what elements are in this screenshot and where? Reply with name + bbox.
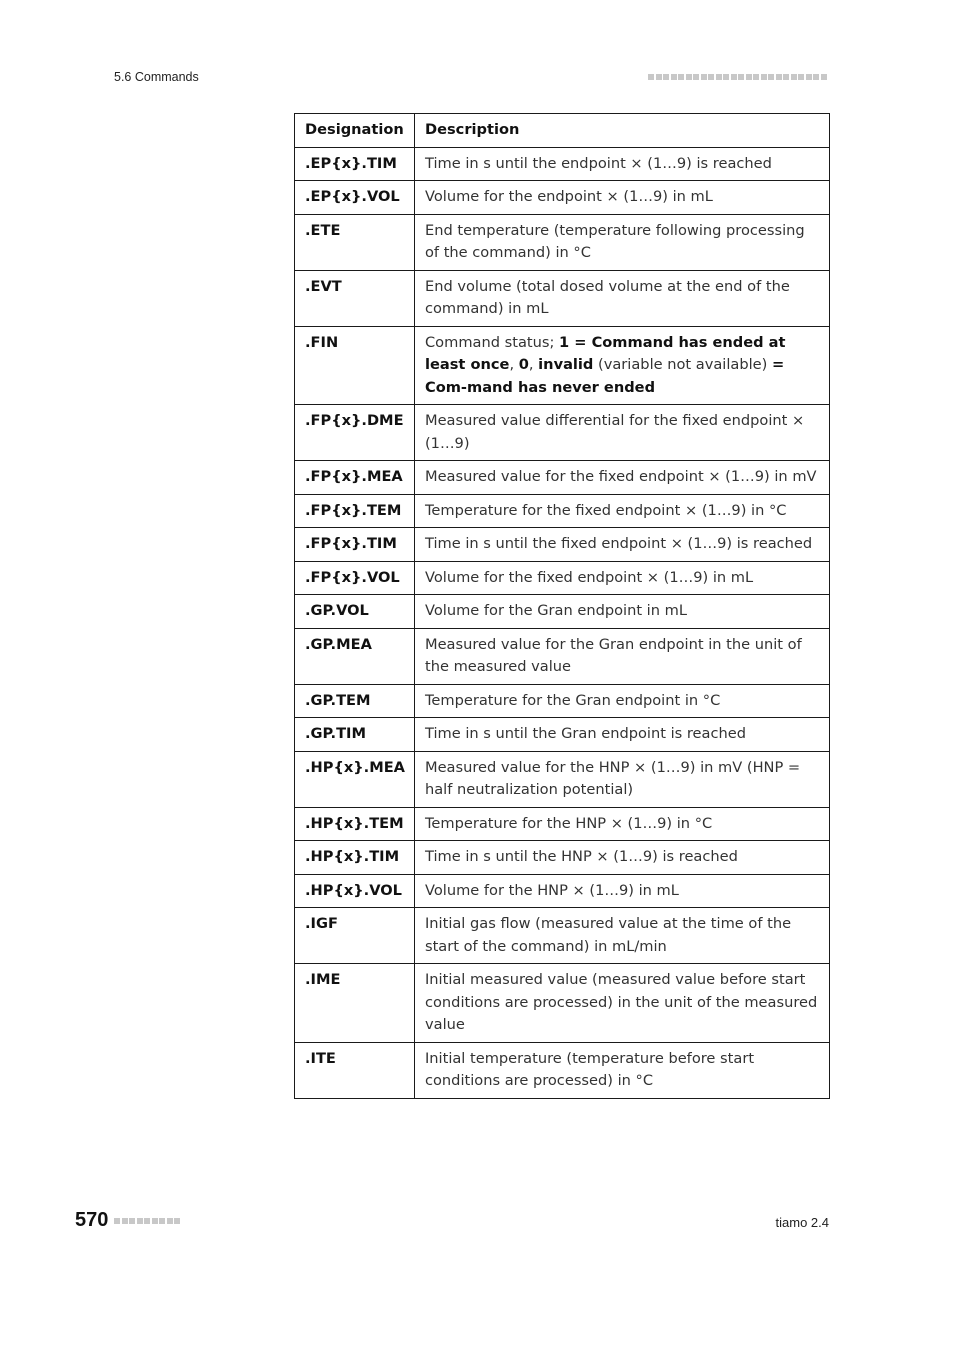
designation-cell: .GP.TEM (295, 684, 415, 718)
table-row (295, 874, 830, 908)
designation-cell: .GP.TIM (295, 718, 415, 752)
description-cell: Volume for the endpoint × (1…9) in mL (414, 181, 829, 215)
description-cell: Volume for the fixed endpoint × (1…9) in mL (414, 561, 829, 595)
decorative-square (663, 74, 669, 80)
description-cell: End temperature (temperature following processing of the command) in °C (414, 214, 829, 270)
decorative-square (678, 74, 684, 80)
designation-cell: .FP{x}.VOL (295, 561, 415, 595)
table-row (295, 494, 830, 528)
header-description: Description (414, 114, 829, 148)
decorative-square (783, 74, 789, 80)
description-cell: Volume for the HNP × (1…9) in mL (414, 874, 829, 908)
decorative-square (114, 1218, 120, 1224)
command-variables-table (294, 113, 830, 1099)
designation-cell: .FP{x}.DME (295, 405, 415, 461)
decorative-square (656, 74, 662, 80)
running-header-section: 5.6 Commands (114, 70, 199, 84)
designation-cell: .GP.MEA (295, 628, 415, 684)
designation-cell: .HP{x}.TEM (295, 807, 415, 841)
description-cell: Measured value differential for the fixed endpoint × (1…9) (414, 405, 829, 461)
decorative-square (746, 74, 752, 80)
designation-cell: .IME (295, 964, 415, 1043)
bold-fragment: 0 (518, 356, 529, 373)
designation-cell: .EVT (295, 270, 415, 326)
footer-decorative-dots (114, 1218, 180, 1224)
table-row (295, 214, 830, 270)
description-cell: Temperature for the fixed endpoint × (1…9) in °C (414, 494, 829, 528)
text-fragment: Command status; (424, 333, 560, 351)
designation-cell: .EP{x}.VOL (295, 181, 415, 215)
table-row (295, 684, 830, 718)
decorative-square (723, 74, 729, 80)
description-cell: Measured value for the Gran endpoint in the unit of the measured value (414, 628, 829, 684)
designation-cell: .FIN (295, 326, 415, 405)
table-row (295, 964, 830, 1043)
decorative-square (129, 1218, 135, 1224)
bold-fragment: = Com-mand has never ended (424, 356, 785, 396)
text-fragment: , (509, 356, 519, 373)
decorative-square (122, 1218, 128, 1224)
table-row (295, 405, 830, 461)
table-row (295, 628, 830, 684)
description-cell: Temperature for the Gran endpoint in °C (414, 684, 829, 718)
designation-cell: .EP{x}.TIM (295, 147, 415, 181)
decorative-square (671, 74, 677, 80)
decorative-square (686, 74, 692, 80)
decorative-square (738, 74, 744, 80)
description-cell: Time in s until the fixed endpoint × (1…9) is reached (414, 528, 829, 562)
designation-cell: .GP.VOL (295, 595, 415, 629)
decorative-square (806, 74, 812, 80)
header-decorative-dots (648, 74, 827, 80)
decorative-square (753, 74, 759, 80)
header-designation: Designation (295, 114, 415, 148)
decorative-square (776, 74, 782, 80)
description-cell: Volume for the Gran endpoint in mL (414, 595, 829, 629)
decorative-square (648, 74, 654, 80)
decorative-square (813, 74, 819, 80)
decorative-square (761, 74, 767, 80)
decorative-square (791, 74, 797, 80)
designation-cell: .ITE (295, 1042, 415, 1098)
decorative-square (693, 74, 699, 80)
decorative-square (174, 1218, 180, 1224)
decorative-square (167, 1218, 173, 1224)
table-row (295, 1042, 830, 1098)
decorative-square (798, 74, 804, 80)
description-cell: End volume (total dosed volume at the end of the command) in mL (414, 270, 829, 326)
table-row (295, 326, 830, 405)
table-row (295, 595, 830, 629)
designation-cell: .FP{x}.MEA (295, 461, 415, 495)
decorative-square (708, 74, 714, 80)
description-cell (414, 326, 829, 405)
table-row (295, 751, 830, 807)
designation-cell: .IGF (295, 908, 415, 964)
table-row (295, 841, 830, 875)
description-cell: Time in s until the endpoint × (1…9) is reached (414, 147, 829, 181)
description-cell: Measured value for the fixed endpoint × (1…9) in mV (414, 461, 829, 495)
table-row (295, 807, 830, 841)
table-row (295, 270, 830, 326)
text-fragment: (variable not available) (593, 356, 772, 373)
designation-cell: .HP{x}.VOL (295, 874, 415, 908)
decorative-square (716, 74, 722, 80)
table-row (295, 718, 830, 752)
table-row (295, 561, 830, 595)
designation-cell: .FP{x}.TEM (295, 494, 415, 528)
bold-fragment: 1 = Command has ended at least once (424, 333, 786, 373)
description-cell: Temperature for the HNP × (1…9) in °C (414, 807, 829, 841)
decorative-square (731, 74, 737, 80)
designation-cell: .HP{x}.MEA (295, 751, 415, 807)
table-row (295, 147, 830, 181)
description-cell: Initial gas flow (measured value at the time of the start of the command) in mL/min (414, 908, 829, 964)
table-header-row (295, 114, 830, 148)
description-cell: Initial temperature (temperature before start conditions are processed) in °C (414, 1042, 829, 1098)
table-row (295, 461, 830, 495)
decorative-square (159, 1218, 165, 1224)
decorative-square (821, 74, 827, 80)
bold-fragment: invalid (538, 356, 594, 373)
table-row (295, 528, 830, 562)
description-cell: Initial measured value (measured value before start conditions are processed) in the unit of the measured value (414, 964, 829, 1043)
description-cell: Time in s until the Gran endpoint is reached (414, 718, 829, 752)
designation-cell: .HP{x}.TIM (295, 841, 415, 875)
designation-cell: .ETE (295, 214, 415, 270)
text-fragment: , (528, 356, 539, 373)
table-row (295, 908, 830, 964)
product-name: tiamo 2.4 (775, 1215, 829, 1230)
decorative-square (137, 1218, 143, 1224)
decorative-square (701, 74, 707, 80)
decorative-square (152, 1218, 158, 1224)
description-cell: Measured value for the HNP × (1…9) in mV (HNP = half neutralization potential) (414, 751, 829, 807)
description-cell: Time in s until the HNP × (1…9) is reached (414, 841, 829, 875)
decorative-square (768, 74, 774, 80)
designation-cell: .FP{x}.TIM (295, 528, 415, 562)
table-row (295, 181, 830, 215)
page-number: 570 (75, 1209, 109, 1231)
decorative-square (144, 1218, 150, 1224)
